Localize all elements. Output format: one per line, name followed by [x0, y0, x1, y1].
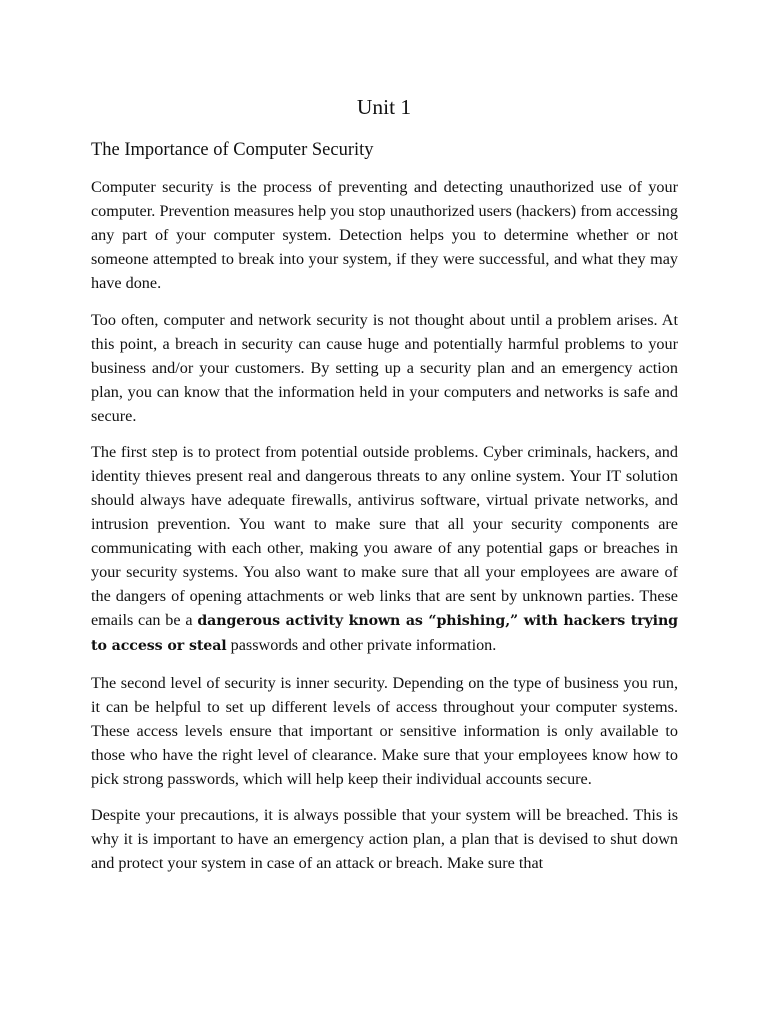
document-body [91, 175, 678, 888]
paragraph-outside-problems [91, 440, 678, 658]
paragraph-problem: Too often, computer and network security is not thought about until a problem arises. At this point, a breach in security can cause huge and potentially harmful problems to your business and/or your customers. By setting up a security plan and an emergency action plan, you can know that the information held in your computers and networks is safe and secure. [91, 310, 678, 425]
paragraph-definition: Computer security is the process of preventing and detecting unauthorized use of your computer. Prevention measures help you stop unauthorized users (hackers) from accessing any part of your computer system. Detection helps you to determine whether or not someone attempted to break into your system, if they were successful, and what they may have done. [91, 178, 678, 292]
paragraph-text-after-bold: passwords and other private information. [226, 636, 497, 655]
page-title: Unit 1 [356, 95, 412, 119]
phishing-bold-text: dangerous activity known as “phishing,” with hackers trying to access or steal [91, 613, 678, 655]
paragraph-inner-security: The second level of security is inner security. Depending on the type of business you run, it can be helpful to set up different levels of access throughout your computer systems. These access levels ensure that important or sensitive information is only available to those who have the right level of clearance. Make sure that your employees know how to pick strong passwords, which will help keep their individual accounts secure. [91, 673, 678, 788]
section-heading: The Importance of Computer Security [91, 140, 374, 160]
paragraph-emergency-plan: Despite your precautions, it is always possible that your system will be breached. This is why it is important to have an emergency action plan, a plan that is devised to shut down and protect your system in case of an attack or breach. Make sure that [91, 806, 678, 873]
paragraph-text-before-bold: The first step is to protect from potential outside problems. Cyber criminals, hackers, and identity thieves present real and dangerous threats to any online system. Your IT solution should always have adequate firewalls, antivirus software, virtual private networks, and intrusion prevention. You want to make sure that all your security components are communicating with each other, making you aware of any potential gaps or breaches in your security systems. You also want to make sure that all your employees are aware of the dangers of opening attachments or web links that are sent by unknown parties. These emails can be a [91, 443, 678, 630]
